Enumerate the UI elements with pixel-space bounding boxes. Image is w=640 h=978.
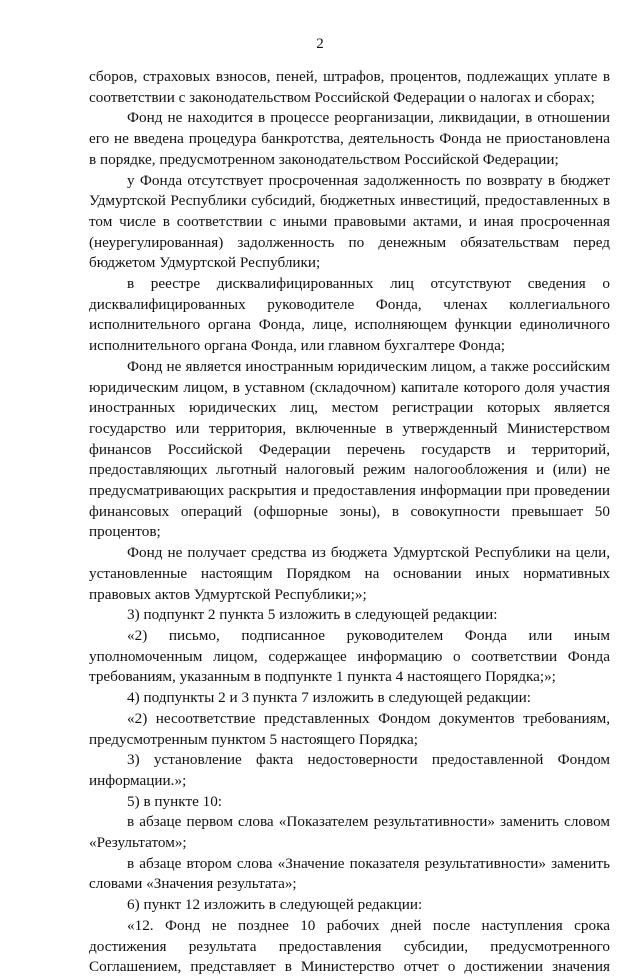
paragraph: Фонд не получает средства из бюджета Удмуртской Республики на цели, установленные настоящим Порядком на основании иных нормативных правовых актов Удмуртской Республики;»; xyxy=(89,544,610,603)
paragraph: в реестре дисквалифицированных лиц отсутствуют сведения о дисквалифицированных руководителе Фонда, членах коллегиального исполнительного органа Фонда, лице, исполняющем функции единоличного исполнительного органа Фонда, или главном бухгалтере Фонда; xyxy=(89,275,610,355)
paragraph: 3) подпункт 2 пункта 5 изложить в следующей редакции: xyxy=(127,606,498,624)
paragraph: «2) письмо, подписанное руководителем Фонда или иным уполномоченным лицом, содержащее информацию о соответствии Фонда требованиям, указанным в подпункте 1 пункта 4 настоящего Порядка;»; xyxy=(89,626,610,686)
paragraph: в абзаце первом слова «Показателем результативности» заменить словом «Результатом»; xyxy=(89,813,610,852)
paragraph: «2) несоответствие представленных Фондом документов требованиям, предусмотренным пунктом 5 настоящего Порядка; xyxy=(89,709,610,748)
paragraph: у Фонда отсутствует просроченная задолженность по возврату в бюджет Удмуртской Республики субсидий, бюджетных инвестиций, предоставленных в том числе в соответствии с иными правовыми актами, и иная просроченная (неурегулированная) задолженность по денежным обязательствам перед бюджетом Удмуртской Республики; xyxy=(89,171,610,272)
paragraph: Фонд не находится в процессе реорганизации, ликвидации, в отношении его не введена процедура банкротства, деятельность Фонда не приостановлена в порядке, предусмотренном законодательством Российской Федерации; xyxy=(89,109,610,168)
document-body xyxy=(89,67,610,978)
paragraph: 6) пункт 12 изложить в следующей редакции: xyxy=(127,896,423,914)
paragraph: 5) в пункте 10: xyxy=(127,792,223,810)
paragraph: Фонд не является иностранным юридическим лицом, а также российским юридическим лицом, в уставном (складочном) капитале которого доля участия иностранных юридических лиц, местом регистрации которых является государство или территория, включенные в утвержденный Министерством финансов Российской Федерации перечень государств и территорий, предоставляющих льготный налоговый режим налогообложения и (или) не предусматривающих раскрытия и предоставления информации при проведении финансовых операций (офшорные зоны), в совокупности превышает 50 процентов; xyxy=(89,357,610,541)
paragraph: 3) установление факта недостоверности предоставленной Фондом информации.»; xyxy=(89,751,610,789)
paragraph: в абзаце втором слова «Значение показателя результативности» заменить словами «Значения результата»; xyxy=(89,854,610,893)
paragraph: 4) подпункты 2 и 3 пункта 7 изложить в следующей редакции: xyxy=(127,689,531,707)
paragraph: «12. Фонд не позднее 10 рабочих дней после наступления срока достижения результата предоставления субсидии, предусмотренного Соглашением, представляет в Министерство отчет о достижении значения xyxy=(89,916,610,976)
page-number: 2 xyxy=(316,36,324,52)
paragraph: сборов, страховых взносов, пеней, штрафов, процентов, подлежащих уплате в соответствии с законодательством Российской Федерации о налогах и сборах; xyxy=(89,68,610,106)
